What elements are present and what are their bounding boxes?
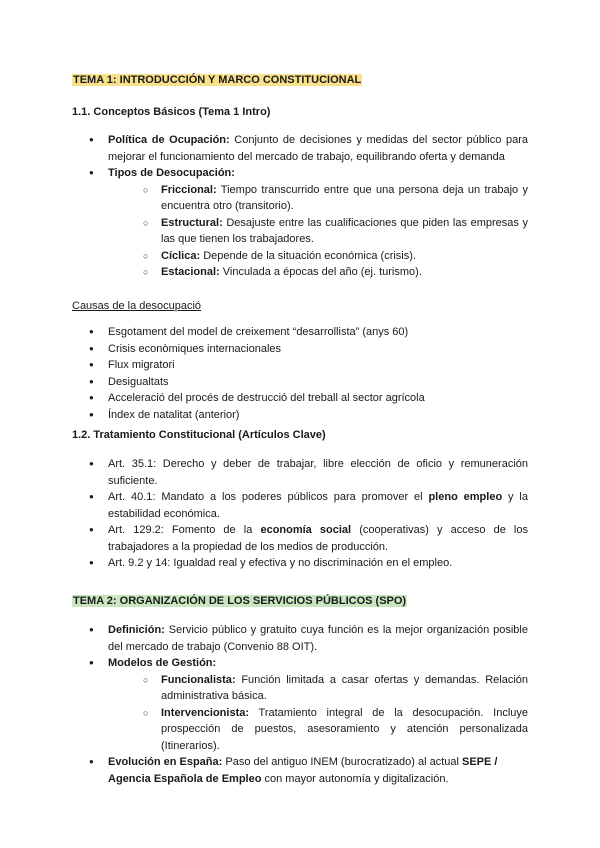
definicion-text: Servicio público y gratuito cuya función es la mejor organización posible del mercado de trabajo (Convenio 88 OIT). xyxy=(108,624,528,653)
tipo-text: Depende de la situación económica (crisis). xyxy=(200,249,416,262)
art-emphasis: economía social xyxy=(260,524,352,536)
list-item: ● Acceleració del procés de destrucció del treball al sector agrícola xyxy=(72,390,528,407)
causas-list xyxy=(72,324,528,423)
list-item: ● Esgotament del model de creixement “desarrollista” (anys 60) xyxy=(72,324,528,341)
list-item-art-129 xyxy=(72,522,528,555)
list-item-art-9: ● Art. 9.2 y 14: Igualdad real y efectiva y no discriminación en el empleo. xyxy=(72,555,528,572)
tipo-friccional xyxy=(125,182,528,215)
evolucion-text: Paso del antiguo INEM (burocratizado) al actual xyxy=(222,756,462,768)
list-item-definicion xyxy=(72,622,528,655)
section-1-1-heading: 1.1. Conceptos Básicos (Tema 1 Intro) xyxy=(72,106,271,118)
modelo-text: Función limitada a casar ofertas y demandas. Relación administrativa básica. xyxy=(161,673,528,702)
modelo-label: Funcionalista: xyxy=(161,673,236,686)
art-emphasis: pleno empleo xyxy=(428,491,503,503)
tema1-title: TEMA 1: INTRODUCCIÓN Y MARCO CONSTITUCIONAL xyxy=(73,74,362,86)
list-item: ● Flux migratori xyxy=(72,357,528,374)
tema1-heading xyxy=(72,72,362,89)
tipo-ciclica xyxy=(125,248,528,265)
art-text: Art. 40.1: Mandato a los poderes públicos para promover el xyxy=(108,491,429,503)
tema2-heading xyxy=(72,593,407,610)
list-item-evolucion xyxy=(72,754,528,787)
section-1-2-body xyxy=(72,456,528,572)
section-1-2-heading: 1.2. Tratamiento Constitucional (Artículos Clave) xyxy=(72,429,326,441)
tipo-estacional xyxy=(125,264,528,281)
tipos-label: Tipos de Desocupación: xyxy=(108,167,235,179)
art-text: y la estabilidad económica. xyxy=(108,491,528,520)
causas-heading: Causas de la desocupació xyxy=(72,300,202,312)
modelos-label: Modelos de Gestión: xyxy=(108,657,217,669)
modelo-text: Tratamiento integral de la desocupación. Incluye prospección de puestos, asesoramiento y atención personalizada (Itinerarios). xyxy=(161,706,528,752)
tema2-body xyxy=(72,622,528,787)
tipo-label: Estructural: xyxy=(161,216,223,229)
art-text: (cooperativas) y acceso de los trabajadores a la propiedad de los medios de producción. xyxy=(108,524,528,553)
evolucion-label: Evolución en España: xyxy=(108,756,223,768)
modelo-label: Intervencionista: xyxy=(161,706,250,719)
politica-text: Conjunto de decisiones y medidas del sector público para mejorar el funcionamiento del mercado de trabajo, equilibrando oferta y demanda xyxy=(108,134,528,163)
politica-label: Política de Ocupación: xyxy=(108,134,230,146)
tipo-text: Desajuste entre las cualificaciones que piden las empresas y las que tienen los trabajadores. xyxy=(161,216,528,245)
list-item-art-35: ● Art. 35.1: Derecho y deber de trabajar, libre elección de oficio y remuneración suficiente. xyxy=(72,456,528,489)
list-item-modelos xyxy=(72,655,528,754)
art-text: Art. 129.2: Fomento de la xyxy=(108,524,261,536)
list-item: ● Desigualtats xyxy=(72,374,528,391)
list-item: ● Crisis econòmiques internacionales xyxy=(72,341,528,358)
tema2-title: TEMA 2: ORGANIZACIÓN DE LOS SERVICIOS PÚBLICOS (SPO) xyxy=(73,595,407,607)
tipo-label: Cíclica: xyxy=(161,249,201,262)
evolucion-text: con mayor autonomía y digitalización. xyxy=(261,772,449,785)
tipo-label: Friccional: xyxy=(161,183,217,196)
tipo-label: Estacional: xyxy=(161,266,220,278)
section-1-1-body xyxy=(72,132,528,281)
list-item: ● Índex de natalitat (anterior) xyxy=(72,407,528,424)
modelo-intervencionista xyxy=(125,705,528,755)
tipo-estructural xyxy=(125,215,528,248)
tipo-text: Vinculada a épocas del año (ej. turismo). xyxy=(219,266,422,278)
list-item-politica xyxy=(72,132,528,165)
modelo-funcionalista xyxy=(125,672,528,705)
evolucion-emphasis: SEPE / Agencia Española de Empleo xyxy=(108,756,498,785)
definicion-label: Definición: xyxy=(108,624,165,636)
list-item-art-40 xyxy=(72,489,528,522)
tipo-text: Tiempo transcurrido entre que una persona deja un trabajo y encuentra otro (transitorio). xyxy=(161,183,528,212)
list-item-tipos xyxy=(72,165,528,281)
